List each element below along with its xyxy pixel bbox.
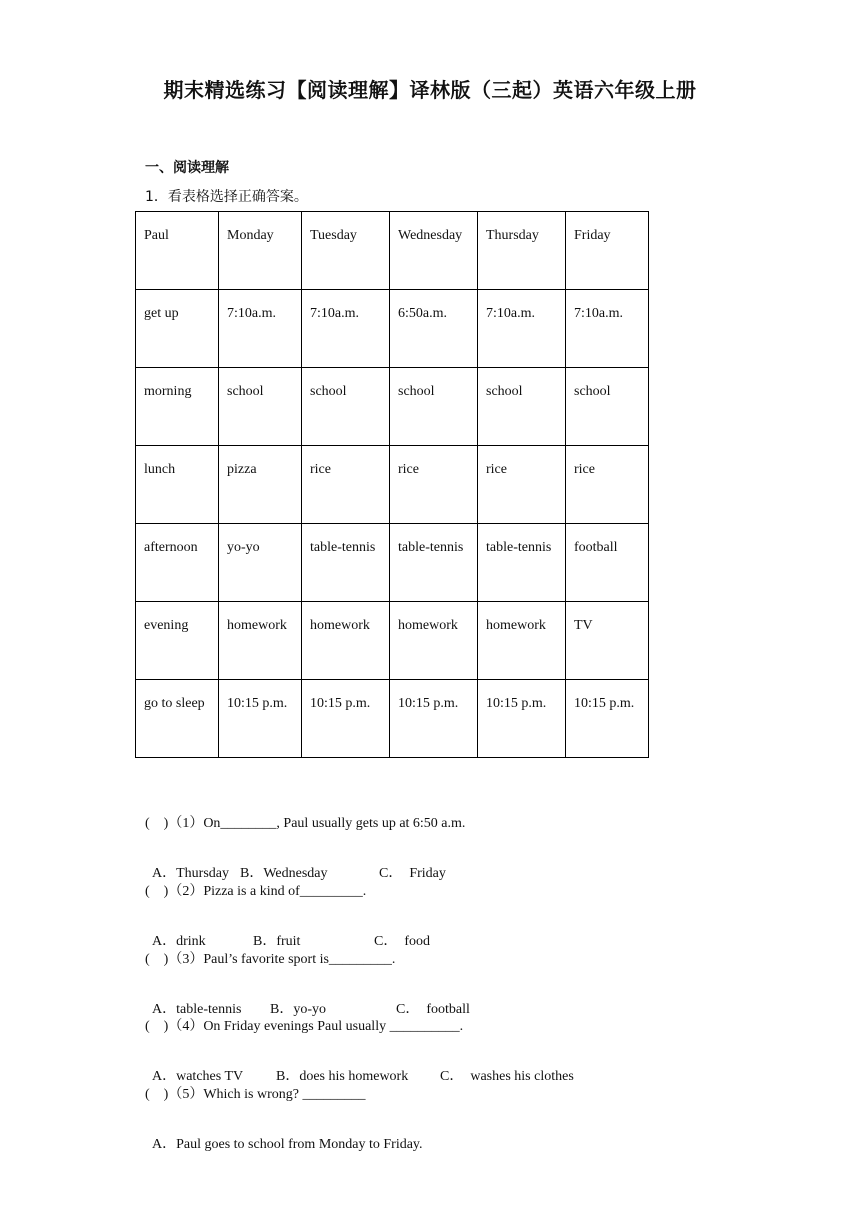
table-cell: table-tennis <box>390 524 478 602</box>
table-cell: afternoon <box>136 524 219 602</box>
option-c: C． food <box>374 934 430 949</box>
question-5-stem: ( )（5）Which is wrong? _________ <box>145 1087 366 1102</box>
table-cell: rice <box>390 446 478 524</box>
question-3-options <box>145 982 470 1018</box>
table-cell: 10:15 p.m. <box>302 680 390 758</box>
table-cell: Friday <box>566 212 649 290</box>
page-title: 期末精选练习【阅读理解】译林版（三起）英语六年级上册 <box>163 78 697 102</box>
table-cell: homework <box>302 602 390 680</box>
option-a: A．watches TV <box>152 1069 244 1084</box>
table-cell: 7:10a.m. <box>566 290 649 368</box>
question-3-stem: ( )（3）Paul’s favorite sport is_________. <box>145 952 396 967</box>
option-c: C． washes his clothes <box>440 1069 574 1084</box>
question-4-options <box>145 1049 574 1085</box>
option-b: B．Wednesday <box>240 866 328 881</box>
table-cell: Tuesday <box>302 212 390 290</box>
table-cell: school <box>478 368 566 446</box>
table-cell: school <box>390 368 478 446</box>
table-cell: table-tennis <box>302 524 390 602</box>
question-1-stem: ( )（1）On________, Paul usually gets up at 6:50 a.m. <box>145 816 466 831</box>
table-cell: school <box>566 368 649 446</box>
table-cell: 10:15 p.m. <box>390 680 478 758</box>
table-cell: 10:15 p.m. <box>478 680 566 758</box>
table-cell: football <box>566 524 649 602</box>
table-row <box>136 290 649 368</box>
question-2-stem: ( )（2）Pizza is a kind of_________. <box>145 884 367 899</box>
table-row <box>136 680 649 758</box>
table-cell: 6:50a.m. <box>390 290 478 368</box>
table-cell: rice <box>478 446 566 524</box>
table-cell: 10:15 p.m. <box>219 680 302 758</box>
table-cell: morning <box>136 368 219 446</box>
question-4-stem: ( )（4）On Friday evenings Paul usually __________. <box>145 1019 464 1034</box>
table-cell: lunch <box>136 446 219 524</box>
option-b: B．yo-yo <box>270 1002 326 1017</box>
table-cell: pizza <box>219 446 302 524</box>
section-heading: 一、阅读理解 <box>145 160 229 176</box>
table-cell: 7:10a.m. <box>219 290 302 368</box>
option-a: A．drink <box>152 934 206 949</box>
table-row <box>136 368 649 446</box>
table-cell: 10:15 p.m. <box>566 680 649 758</box>
table-cell: Monday <box>219 212 302 290</box>
table-cell: go to sleep <box>136 680 219 758</box>
option-a: A．table-tennis <box>152 1002 242 1017</box>
option-a: A．Thursday <box>152 866 229 881</box>
table-cell: Wednesday <box>390 212 478 290</box>
schedule-table <box>135 211 649 758</box>
table-row <box>136 446 649 524</box>
table-header-row <box>136 212 649 290</box>
table-cell: table-tennis <box>478 524 566 602</box>
table-cell: Paul <box>136 212 219 290</box>
table-cell: school <box>302 368 390 446</box>
table-cell: evening <box>136 602 219 680</box>
table-cell: school <box>219 368 302 446</box>
table-cell: yo-yo <box>219 524 302 602</box>
table-cell: homework <box>478 602 566 680</box>
table-cell: homework <box>390 602 478 680</box>
table-cell: homework <box>219 602 302 680</box>
table-cell: 7:10a.m. <box>478 290 566 368</box>
option-b: B．does his homework <box>276 1069 409 1084</box>
option-a: A．Paul goes to school from Monday to Friday. <box>152 1137 423 1152</box>
table-cell: Thursday <box>478 212 566 290</box>
table-cell: 7:10a.m. <box>302 290 390 368</box>
question-1-options <box>145 846 446 882</box>
table-row <box>136 524 649 602</box>
question-2-options <box>145 914 430 950</box>
table-row <box>136 602 649 680</box>
table-cell: get up <box>136 290 219 368</box>
question-5-options <box>145 1117 423 1153</box>
option-c: C． football <box>396 1002 470 1017</box>
table-cell: TV <box>566 602 649 680</box>
question-intro: 1．看表格选择正确答案。 <box>145 189 308 205</box>
option-b: B．fruit <box>253 934 301 949</box>
table-cell: rice <box>566 446 649 524</box>
table-cell: rice <box>302 446 390 524</box>
option-c: C． Friday <box>379 866 446 881</box>
